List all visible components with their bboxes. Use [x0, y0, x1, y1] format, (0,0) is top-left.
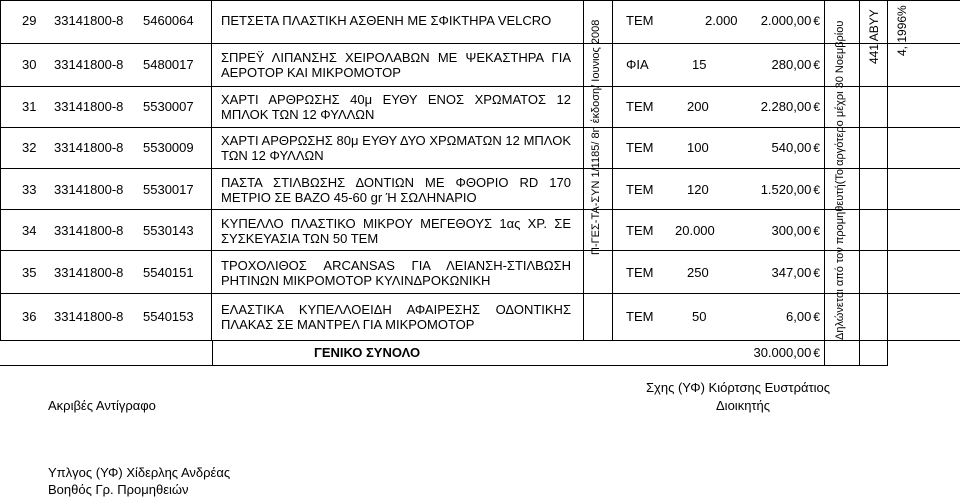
item-description: ΠΕΤΣΕΤΑ ΠΛΑΣΤΙΚΗ ΑΣΘΕΝΗ ΜΕ ΣΦΙΚΤΗΡΑ VELCRO — [221, 13, 552, 28]
assistant-title: Βοηθός Γρ. Προμηθειών — [48, 482, 189, 497]
row-divider — [0, 127, 960, 128]
euro-icon: € — [813, 224, 820, 238]
cpv-code: 33141800-8 — [54, 309, 124, 324]
unit: ΤΕΜ — [626, 140, 654, 155]
row-number: 36 — [22, 309, 37, 324]
total-value: 540,00 — [771, 140, 812, 155]
quantity: 50 — [692, 309, 707, 324]
item-description: ΣΠΡΕΫ ΛΙΠΑΝΣΗΣ ΧΕΙΡΟΛΑΒΩΝ ΜΕ ΨΕΚΑΣΤΗΡΑ ΓΙΑ ΑΕΡΟΤΟΡ ΚΑΙ ΜΙΚΡΟΜΟΤΟΡ — [221, 50, 571, 80]
quantity: 100 — [687, 140, 709, 155]
euro-icon: € — [813, 100, 820, 114]
cpv-code: 33141800-8 — [54, 99, 124, 114]
total-amount — [730, 139, 820, 157]
total-amount — [730, 308, 820, 326]
cpv-code: 33141800-8 — [54, 13, 124, 28]
row-number: 32 — [22, 140, 37, 155]
quantity: 20.000 — [675, 223, 715, 238]
euro-icon: € — [813, 183, 820, 197]
column-divider — [887, 0, 888, 366]
commander-title: Διοικητής — [716, 398, 771, 413]
unit: ΤΕΜ — [626, 99, 654, 114]
cpv-code: 33141800-8 — [54, 57, 124, 72]
row-divider — [0, 168, 960, 169]
document-code-vertical: Π-ΓΕΣ-ΤΑ-ΣΥΝ 1/1185/ 8η έκδοση/ Ιουνιος 2008 — [590, 19, 602, 255]
unit: ΦΙΑ — [626, 57, 649, 72]
unit: ΤΕΜ — [626, 223, 654, 238]
total-amount — [730, 181, 820, 199]
row-number: 31 — [22, 99, 37, 114]
item-code: 5530009 — [143, 140, 194, 155]
total-amount — [730, 222, 820, 240]
year-vertical: 4, 1996% — [895, 5, 909, 56]
euro-icon: € — [813, 141, 820, 155]
item-description: ΕΛΑΣΤΙΚΑ ΚΥΠΕΛΛΟΕΙΔΗ ΑΦΑΙΡΕΣΗΣ ΟΔΟΝΤΙΚΗΣ ΠΛΑΚΑΣ ΣΕ ΜΑΝΤΡΕΛ ΓΙΑ ΜΙΚΡΟΜΟΤΟΡ — [221, 302, 571, 332]
euro-icon: € — [813, 14, 820, 28]
total-value: 1.520,00 — [760, 182, 812, 197]
column-divider — [212, 341, 213, 366]
column-divider — [583, 0, 584, 341]
row-number: 29 — [22, 13, 37, 28]
row-number: 30 — [22, 57, 37, 72]
column-divider — [211, 0, 212, 341]
total-value: 6,00 — [786, 309, 812, 324]
row-divider — [0, 365, 888, 366]
quantity: 2.000 — [705, 13, 738, 28]
commander-name: Σχης (ΥΦ) Κιόρτσης Ευστράτιος — [646, 380, 830, 395]
row-number: 33 — [22, 182, 37, 197]
euro-icon: € — [813, 58, 820, 72]
quantity: 15 — [692, 57, 707, 72]
grand-total-value: 30.000,00 — [753, 345, 812, 360]
row-divider — [0, 0, 960, 1]
total-value: 347,00 — [771, 265, 812, 280]
row-divider — [0, 86, 960, 87]
column-divider — [612, 0, 613, 341]
quantity: 250 — [687, 265, 709, 280]
row-divider — [0, 250, 960, 251]
row-number: 35 — [22, 265, 37, 280]
item-code: 5530017 — [143, 182, 194, 197]
item-description: ΚΥΠΕΛΛΟ ΠΛΑΣΤΙΚΟ ΜΙΚΡΟΥ ΜΕΓΕΘΟΥΣ 1ας ΧΡ. ΣΕ ΣΥΣΚΕΥΑΣΙΑ ΤΩΝ 50 ΤΕΜ — [221, 216, 571, 246]
certified-copy-label: Ακριβές Αντίγραφο — [48, 398, 156, 413]
total-value: 280,00 — [771, 57, 812, 72]
column-divider — [824, 0, 825, 366]
row-divider — [0, 209, 960, 210]
item-description: ΧΑΡΤΙ ΑΡΘΡΩΣΗΣ 80μ ΕΥΘΥ ΔΥΟ ΧΡΩΜΑΤΩΝ 12 ΜΠΛΟΚ ΤΩΝ 12 ΦΥΛΛΩΝ — [221, 133, 571, 163]
total-value: 2.000,00 — [760, 13, 812, 28]
quantity: 120 — [687, 182, 709, 197]
total-amount — [730, 12, 820, 30]
euro-icon: € — [813, 266, 820, 280]
item-description: ΠΑΣΤΑ ΣΤΙΛΒΩΣΗΣ ΔΟΝΤΙΩΝ ΜΕ ΦΘΟΡΙΟ RD 170 ΜΕΤΡΙΟ ΣΕ ΒΑΖΟ 45-60 gr Ή ΣΩΛΗΝΑΡΙΟ — [221, 175, 571, 205]
total-amount — [730, 56, 820, 74]
item-description: ΤΡΟΧΟΛΙΘΟΣ ARCANSAS ΓΙΑ ΛΕΙΑΝΣΗ-ΣΤΙΛΒΩΣΗ ΡΗΤΙΝΩΝ ΜΙΚΡΟΜΟΤΟΡ ΚΥΛΙΝΔΡΟΚΩΝΙΚΗ — [221, 258, 571, 288]
item-code: 5460064 — [143, 13, 194, 28]
euro-icon: € — [813, 310, 820, 324]
total-value: 2.280,00 — [760, 99, 812, 114]
column-divider — [859, 0, 860, 366]
assistant-name: Υπλγος (ΥΦ) Χίδερλης Ανδρέας — [48, 465, 231, 480]
item-code: 5480017 — [143, 57, 194, 72]
row-divider — [0, 43, 960, 44]
unit: ΤΕΜ — [626, 13, 654, 28]
row-divider — [0, 340, 960, 341]
column-divider — [0, 0, 1, 341]
euro-icon: € — [813, 346, 820, 360]
grand-total — [690, 344, 820, 362]
item-code: 5530143 — [143, 223, 194, 238]
cpv-code: 33141800-8 — [54, 140, 124, 155]
total-amount — [730, 98, 820, 116]
unit: ΤΕΜ — [626, 265, 654, 280]
item-description: ΧΑΡΤΙ ΑΡΘΡΩΣΗΣ 40μ ΕΥΘΥ ΕΝΟΣ ΧΡΩΜΑΤΟΣ 12 ΜΠΛΟΚ ΤΩΝ 12 ΦΥΛΛΩΝ — [221, 92, 571, 122]
total-amount — [730, 264, 820, 282]
cpv-code: 33141800-8 — [54, 265, 124, 280]
code-441-vertical: 441 ΑΒΥΥ — [867, 9, 881, 64]
item-code: 5530007 — [143, 99, 194, 114]
cpv-code: 33141800-8 — [54, 182, 124, 197]
quantity: 200 — [687, 99, 709, 114]
row-number: 34 — [22, 223, 37, 238]
grand-total-label: ΓΕΝΙΚΟ ΣΥΝΟΛΟ — [314, 345, 421, 360]
row-divider — [0, 293, 960, 294]
supplier-note-vertical: Δηλώνεται από τον προμηθευτή(Το αργότερο μέχρι 30 Νοεμβρίου — [834, 20, 846, 340]
item-code: 5540151 — [143, 265, 194, 280]
cpv-code: 33141800-8 — [54, 223, 124, 238]
unit: ΤΕΜ — [626, 309, 654, 324]
item-code: 5540153 — [143, 309, 194, 324]
total-value: 300,00 — [771, 223, 812, 238]
unit: ΤΕΜ — [626, 182, 654, 197]
